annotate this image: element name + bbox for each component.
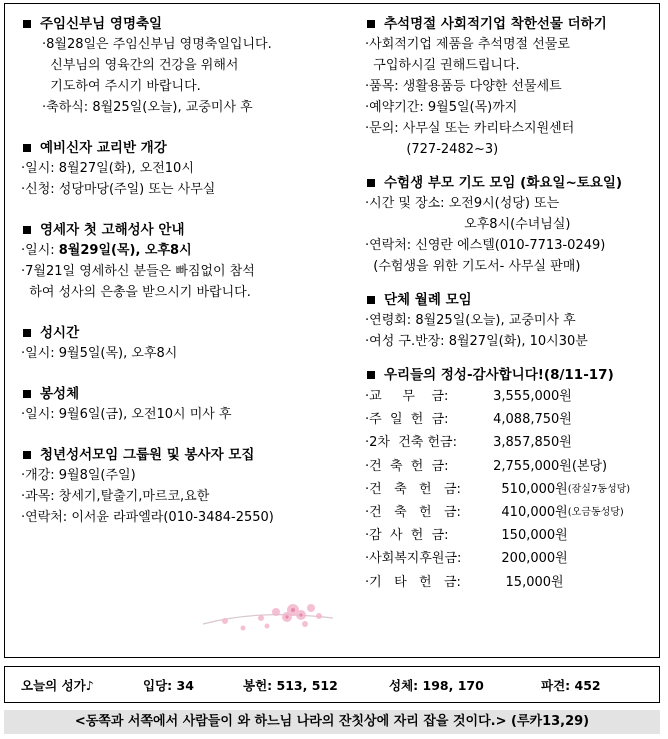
bullet-square-icon (367, 20, 375, 28)
text-line: (수험생을 위한 기도서- 사무실 판매) (365, 259, 581, 274)
right-column (365, 14, 661, 594)
hymn-label: 오늘의 성가♪ (21, 678, 94, 693)
text-line: ·일시: 8월27일(화), 오전10시 (21, 161, 194, 176)
text-line: ·연락처: 이서윤 라파엘라(010-3484-2550) (21, 510, 274, 525)
left-column (21, 14, 331, 528)
bullet-square-icon (367, 371, 375, 379)
text-line: 오후8시(수녀님실) (365, 217, 571, 232)
section-communion-visit (21, 384, 331, 425)
scripture-quote: <동쪽과 서쪽에서 사람들이 와 하느님 나라의 잔칫상에 자리 잡을 것이다.> (루카13,29) (4, 710, 660, 734)
text-line: ·축하식: 8월25일(오늘), 교중미사 후 (42, 100, 253, 115)
text-line: ·사회적기업 제품을 추석명절 선물로 (365, 37, 570, 52)
bullet-square-icon (367, 179, 375, 187)
offering-row: ·건 축 헌 금: 510,000원 (잠실7동성당) (365, 481, 631, 497)
bullet-square-icon (23, 390, 31, 398)
section-title: 추석명절 사회적기업 착한선물 더하기 (365, 14, 661, 34)
hymn-numbers-bar (4, 666, 660, 703)
section-title: 영세자 첫 고해성사 안내 (21, 220, 331, 240)
text-line: ·문의: 사무실 또는 카리타스지원센터 (365, 121, 575, 136)
text-line: 기도하여 주시기 바랍니다. (42, 79, 201, 94)
text-line: ·예약기간: 9월5일(목)까지 (365, 100, 518, 115)
bullet-square-icon (23, 20, 31, 28)
offering-row: ·감 사 헌 금: 150,000원 (365, 528, 568, 544)
section-offerings (365, 365, 661, 594)
section-title: 주임신부님 영명축일 (21, 14, 331, 34)
text-line: ·8월28일은 주임신부님 영명축일입니다. (42, 37, 272, 52)
bulletin-frame (4, 3, 660, 658)
section-title: 봉성체 (21, 384, 331, 404)
section-pastor-feast (21, 14, 331, 118)
text-line: ·시간 및 장소: 오전9시(성당) 또는 (365, 196, 560, 211)
section-first-confession (21, 220, 331, 303)
bullet-square-icon (23, 451, 31, 459)
offering-row: ·주 일 헌 금: 4,088,750원 (365, 412, 572, 428)
text-line: 신부님의 영육간의 건강을 위해서 (42, 58, 239, 73)
offering-row: ·2차 건축 헌금: 3,857,850원 (365, 435, 572, 451)
offering-row: ·건 축 헌 금: 410,000원 (오금동성당) (365, 505, 624, 521)
section-holy-hour (21, 323, 331, 364)
cherry-blossom-decoration-icon (201, 588, 335, 636)
text-line: 하여 성사의 은총을 받으시기 바랍니다. (21, 285, 251, 300)
text-line: 구입하시길 권해드립니다. (365, 58, 520, 73)
text-line: ·일시: 9월6일(금), 오전10시 미사 후 (21, 407, 232, 422)
text-line: ·7월21일 영세하신 분들은 빠짐없이 참석 (21, 264, 255, 279)
section-title: 청년성서모임 그룹원 및 봉사자 모집 (21, 445, 331, 465)
section-title: 성시간 (21, 323, 331, 343)
section-title: 예비신자 교리반 개강 (21, 138, 331, 158)
bullet-square-icon (367, 296, 375, 304)
offering-row: ·교 무 금: 3,555,000원 (365, 389, 572, 404)
offering-row: ·건 축 헌 금: 2,755,000원 (본당) (365, 458, 608, 474)
text-line: ·개강: 9월8일(주일) (21, 468, 136, 483)
bullet-square-icon (23, 144, 31, 152)
offering-row: ·사회복지후원금: 200,000원 (365, 551, 568, 567)
section-exam-parents-prayer (365, 173, 661, 277)
text-line: (727-2482~3) (365, 142, 499, 157)
section-title: 단체 월례 모임 (365, 290, 661, 310)
hymn-communion: 성체: 198, 170 (389, 678, 484, 693)
section-chuseok-gifts (365, 14, 661, 160)
offering-row: ·기 타 헌 금: 15,000원 (365, 574, 564, 590)
text-line: ·품목: 생활용품등 다양한 선물세트 (365, 79, 562, 94)
text-line: ·신청: 성당마당(주일) 또는 사무실 (21, 182, 216, 197)
section-catechumen-class (21, 138, 331, 200)
bullet-square-icon (23, 329, 31, 337)
text-line: ·여성 구.반장: 8월27일(화), 10시30분 (365, 334, 588, 349)
section-title: 수험생 부모 기도 모임 (화요일~토요일) (365, 173, 661, 193)
section-youth-bible (21, 445, 331, 528)
text-line: ·과목: 창세기,탈출기,마르코,요한 (21, 489, 210, 504)
text-line: ·일시: 8월29일(목), 오후8시 (21, 243, 192, 258)
text-line: ·연락처: 신영란 에스텔(010-7713-0249) (365, 238, 606, 253)
bullet-square-icon (23, 226, 31, 234)
section-group-meetings (365, 290, 661, 352)
hymn-entrance: 입당: 34 (143, 678, 194, 693)
text-line: ·일시: 9월5일(목), 오후8시 (21, 346, 178, 361)
text-line: ·연령회: 8월25일(오늘), 교중미사 후 (365, 313, 576, 328)
hymn-recessional: 파견: 452 (541, 678, 601, 693)
hymn-offertory: 봉헌: 513, 512 (243, 678, 338, 693)
section-title: 우리들의 정성-감사합니다!(8/11-17) (365, 365, 661, 385)
